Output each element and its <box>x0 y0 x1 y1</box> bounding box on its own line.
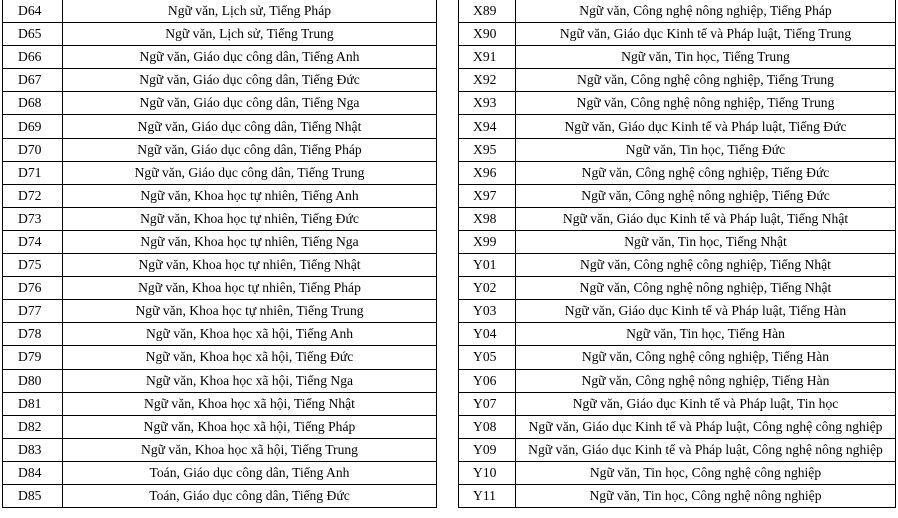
table-row <box>459 92 896 115</box>
combination-code: D67 <box>3 69 63 92</box>
subject-list: Ngữ văn, Khoa học xã hội, Tiếng Anh <box>63 323 437 346</box>
combination-code: X92 <box>459 69 516 92</box>
table-row <box>459 369 896 392</box>
combination-code: D80 <box>3 369 63 392</box>
table-row <box>459 0 896 23</box>
subject-list: Ngữ văn, Khoa học tự nhiên, Tiếng Nhật <box>63 254 437 277</box>
combination-code: D64 <box>3 0 63 23</box>
combination-code: D76 <box>3 277 63 300</box>
table-row <box>3 392 437 415</box>
subject-list: Ngữ văn, Tin học, Tiếng Hàn <box>516 323 896 346</box>
table-row <box>459 461 896 484</box>
subject-list: Ngữ văn, Tin học, Tiếng Đức <box>516 138 896 161</box>
subject-list: Ngữ văn, Giáo dục Kinh tế và Pháp luật, Tiếng Hàn <box>516 300 896 323</box>
subject-list: Ngữ văn, Giáo dục Kinh tế và Pháp luật, Tiếng Trung <box>516 23 896 46</box>
table-row <box>459 254 896 277</box>
table-row <box>3 46 437 69</box>
table-row <box>459 138 896 161</box>
table-row <box>3 277 437 300</box>
table-row <box>459 300 896 323</box>
subject-list: Ngữ văn, Lịch sử, Tiếng Pháp <box>63 0 437 23</box>
table-row <box>459 415 896 438</box>
subject-list: Ngữ văn, Khoa học tự nhiên, Tiếng Pháp <box>63 277 437 300</box>
combination-code: Y05 <box>459 346 516 369</box>
combination-code: Y11 <box>459 484 516 507</box>
combination-code: X98 <box>459 207 516 230</box>
combination-code: D70 <box>3 138 63 161</box>
table-row <box>459 277 896 300</box>
combination-code: X93 <box>459 92 516 115</box>
combination-code: X90 <box>459 23 516 46</box>
subject-list: Ngữ văn, Giáo dục công dân, Tiếng Đức <box>63 69 437 92</box>
combination-code: D82 <box>3 415 63 438</box>
subject-list: Ngữ văn, Tin học, Tiếng Trung <box>516 46 896 69</box>
combination-code: D77 <box>3 300 63 323</box>
combination-code: D66 <box>3 46 63 69</box>
combination-code: D75 <box>3 254 63 277</box>
subject-list: Ngữ văn, Tin học, Công nghệ nông nghiệp <box>516 484 896 507</box>
subject-list: Ngữ văn, Công nghệ nông nghiệp, Tiếng Hàn <box>516 369 896 392</box>
combination-code: D84 <box>3 461 63 484</box>
table-row <box>459 484 896 507</box>
combination-code: D68 <box>3 92 63 115</box>
combination-code: D83 <box>3 438 63 461</box>
subject-list: Ngữ văn, Giáo dục Kinh tế và Pháp luật, Công nghệ nông nghiệp <box>516 438 896 461</box>
subject-list: Ngữ văn, Giáo dục Kinh tế và Pháp luật, Tiếng Đức <box>516 115 896 138</box>
subject-list: Ngữ văn, Công nghệ nông nghiệp, Tiếng Đức <box>516 184 896 207</box>
table-row <box>3 138 437 161</box>
combination-code: Y03 <box>459 300 516 323</box>
table-row <box>459 323 896 346</box>
combination-code: X94 <box>459 115 516 138</box>
table-row <box>459 438 896 461</box>
subject-list: Ngữ văn, Giáo dục công dân, Tiếng Anh <box>63 46 437 69</box>
subject-list: Ngữ văn, Giáo dục Kinh tế và Pháp luật, Công nghệ công nghiệp <box>516 415 896 438</box>
subject-list: Ngữ văn, Khoa học tự nhiên, Tiếng Trung <box>63 300 437 323</box>
table-row <box>3 115 437 138</box>
combination-code: D72 <box>3 184 63 207</box>
table-row <box>3 484 437 507</box>
combination-code: D71 <box>3 161 63 184</box>
table-row <box>459 230 896 253</box>
subject-list: Ngữ văn, Khoa học tự nhiên, Tiếng Đức <box>63 207 437 230</box>
table-row <box>459 46 896 69</box>
right-table-body <box>459 0 896 508</box>
left-table-body <box>3 0 437 508</box>
table-row <box>3 0 437 23</box>
subject-list: Ngữ văn, Giáo dục công dân, Tiếng Trung <box>63 161 437 184</box>
combination-code: X97 <box>459 184 516 207</box>
combination-code: Y10 <box>459 461 516 484</box>
table-row <box>3 230 437 253</box>
subject-list: Ngữ văn, Công nghệ công nghiệp, Tiếng Đức <box>516 161 896 184</box>
subject-list: Toán, Giáo dục công dân, Tiếng Đức <box>63 484 437 507</box>
table-row <box>3 207 437 230</box>
combination-code: D78 <box>3 323 63 346</box>
subject-list: Ngữ văn, Công nghệ nông nghiệp, Tiếng Nhật <box>516 277 896 300</box>
combination-code: D81 <box>3 392 63 415</box>
subject-list: Ngữ văn, Giáo dục công dân, Tiếng Nhật <box>63 115 437 138</box>
combination-code: X95 <box>459 138 516 161</box>
subject-list: Ngữ văn, Khoa học xã hội, Tiếng Pháp <box>63 415 437 438</box>
combination-code: D79 <box>3 346 63 369</box>
subject-list: Ngữ văn, Khoa học tự nhiên, Tiếng Anh <box>63 184 437 207</box>
table-row <box>3 323 437 346</box>
subject-list: Ngữ văn, Tin học, Công nghệ công nghiệp <box>516 461 896 484</box>
combination-code: Y09 <box>459 438 516 461</box>
subject-list: Ngữ văn, Giáo dục công dân, Tiếng Nga <box>63 92 437 115</box>
combination-code: D69 <box>3 115 63 138</box>
subject-list: Ngữ văn, Công nghệ nông nghiệp, Tiếng Pháp <box>516 0 896 23</box>
table-row <box>459 69 896 92</box>
combination-code: X91 <box>459 46 516 69</box>
table-row <box>3 254 437 277</box>
table-row <box>3 23 437 46</box>
combination-code: Y08 <box>459 415 516 438</box>
table-row <box>3 69 437 92</box>
subject-list: Ngữ văn, Công nghệ công nghiệp, Tiếng Trung <box>516 69 896 92</box>
table-row <box>3 161 437 184</box>
subject-list: Ngữ văn, Giáo dục Kinh tế và Pháp luật, Tin học <box>516 392 896 415</box>
table-row <box>3 300 437 323</box>
subject-list: Ngữ văn, Khoa học xã hội, Tiếng Trung <box>63 438 437 461</box>
table-row <box>459 346 896 369</box>
table-row <box>3 369 437 392</box>
table-row <box>459 184 896 207</box>
subject-list: Ngữ văn, Khoa học xã hội, Tiếng Nga <box>63 369 437 392</box>
table-row <box>3 346 437 369</box>
combination-code: D65 <box>3 23 63 46</box>
subject-list: Ngữ văn, Khoa học xã hội, Tiếng Đức <box>63 346 437 369</box>
right-subject-table <box>458 0 896 508</box>
table-row <box>3 184 437 207</box>
subject-list: Ngữ văn, Công nghệ nông nghiệp, Tiếng Trung <box>516 92 896 115</box>
table-row <box>3 438 437 461</box>
subject-list: Ngữ văn, Giáo dục Kinh tế và Pháp luật, Tiếng Nhật <box>516 207 896 230</box>
subject-list: Ngữ văn, Công nghệ công nghiệp, Tiếng Nhật <box>516 254 896 277</box>
combination-code: D74 <box>3 230 63 253</box>
table-row <box>459 207 896 230</box>
combination-code: Y06 <box>459 369 516 392</box>
subject-list: Ngữ văn, Khoa học xã hội, Tiếng Nhật <box>63 392 437 415</box>
table-row <box>3 92 437 115</box>
combination-code: D85 <box>3 484 63 507</box>
table-row <box>459 115 896 138</box>
combination-code: Y04 <box>459 323 516 346</box>
combination-code: X99 <box>459 230 516 253</box>
combination-code: Y02 <box>459 277 516 300</box>
table-row <box>459 161 896 184</box>
combination-code: X96 <box>459 161 516 184</box>
table-row <box>459 392 896 415</box>
table-row <box>3 415 437 438</box>
subject-list: Ngữ văn, Công nghệ công nghiệp, Tiếng Hàn <box>516 346 896 369</box>
left-subject-table <box>2 0 437 508</box>
combination-code: Y07 <box>459 392 516 415</box>
table-row <box>3 461 437 484</box>
subject-list: Ngữ văn, Giáo dục công dân, Tiếng Pháp <box>63 138 437 161</box>
subject-list: Ngữ văn, Tin học, Tiếng Nhật <box>516 230 896 253</box>
subject-list: Ngữ văn, Khoa học tự nhiên, Tiếng Nga <box>63 230 437 253</box>
subject-list: Toán, Giáo dục công dân, Tiếng Anh <box>63 461 437 484</box>
subject-list: Ngữ văn, Lịch sử, Tiếng Trung <box>63 23 437 46</box>
combination-code: X89 <box>459 0 516 23</box>
combination-code: Y01 <box>459 254 516 277</box>
table-row <box>459 23 896 46</box>
combination-code: D73 <box>3 207 63 230</box>
